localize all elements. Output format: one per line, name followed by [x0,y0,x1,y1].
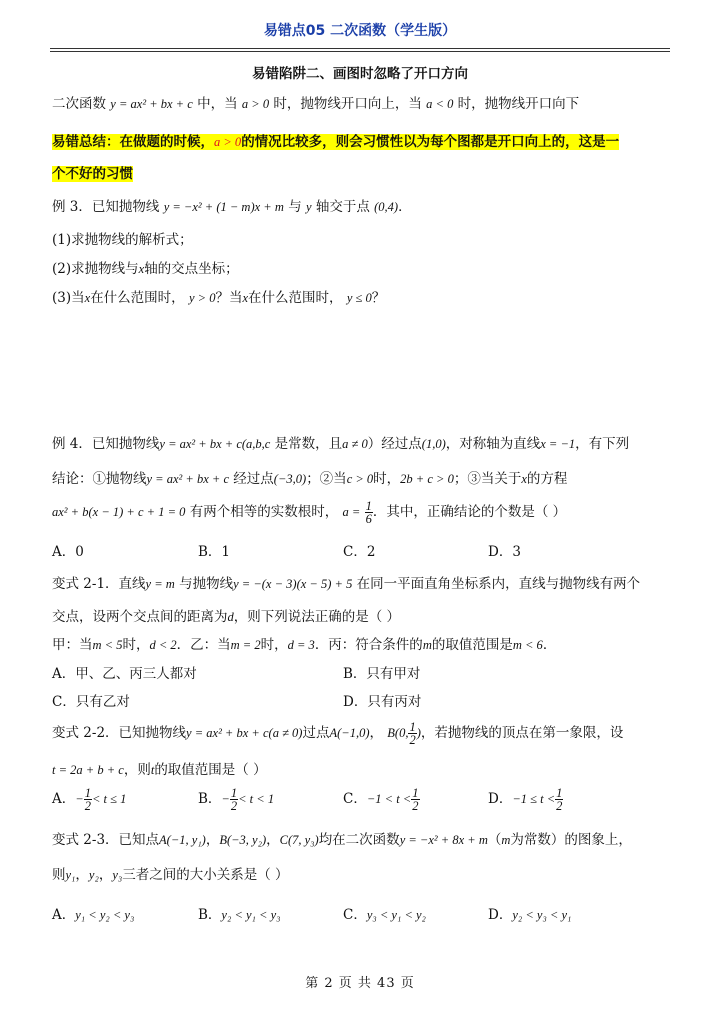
v23-var: m [501,833,511,847]
example-4-line-1 [52,432,629,452]
summary-line-2 [52,162,133,182]
v23-l2-text-3: ， [98,867,113,883]
v21-option-d[interactable]: D．只有丙对 [343,694,422,710]
v23-text-5: （ [487,832,502,848]
v22-option-c-num: 1 [412,786,419,800]
ex4-fraction [365,500,373,525]
ex4-l2-formula-2: (−3,0) [273,472,307,486]
variant-2-2-line-2 [52,758,267,778]
v23-option-c-label: C． [343,907,367,923]
v22-formula-3: B(0, [387,726,409,740]
v21-l2-text-1: 交点，设两个交点间的距离为 [52,609,228,625]
v22-text-4: ，若抛物线的顶点在第一象限，设 [420,725,624,741]
v22-option-a[interactable] [52,787,126,812]
v23-option-a-label: A． [52,907,76,923]
v22-option-a-num: 1 [84,786,91,800]
v22-option-a-label: A． [52,791,76,807]
v22-option-c-fraction [411,787,419,812]
v23-l2-text-4: 三者之间的大小关系是（ ） [122,867,289,883]
v22-option-a-sign: − [75,792,84,806]
v23-text-2: ， [205,832,220,848]
ex4-text-5: ，有下列 [575,436,630,452]
summary-text-2: 的情况比较多，则会习惯性以为每个图都是开口向上的，这是一 [241,134,620,150]
intro-line [52,92,579,112]
summary-condition: a > 0 [214,135,242,149]
header-rule-bottom [50,51,670,52]
variant-2-2-line-1 [52,721,623,746]
intro-text-1: 二次函数 [52,96,106,112]
v21-option-b[interactable]: B．只有甲对 [343,666,421,682]
ex4-text-4: ，对称轴为直线 [445,436,541,452]
v23-text-6: 为常数）的图象上， [510,832,632,848]
v23-text-4: 均在二次函数 [318,832,400,848]
intro-text-3: 时，抛物线开口向上，当 [273,96,422,112]
v21-text-2: 与抛物线 [179,576,234,592]
v23-option-c[interactable] [343,903,426,923]
ex3-q2-text-1: (2)求抛物线与 [52,261,139,277]
ex4-option-a[interactable]: A．0 [52,544,84,560]
intro-text-4: 时，抛物线开口向下 [457,96,580,112]
v23-option-b-label: B． [198,907,222,923]
ex4-option-c[interactable]: C．2 [343,544,376,560]
v21-l3-formula-4: d = 3 [287,638,315,652]
v23-text-3: ， [266,832,280,848]
v23-l2-y3: y₃ [112,868,123,882]
ex4-l3-text-1: 有两个相等的实数根时， [189,504,339,520]
ex3-q3-text-1: (3)当 [52,290,85,306]
v23-option-a-formula: y₁ < y₂ < y₃ [75,908,135,922]
variant-2-3-line-1 [52,828,632,848]
intro-formula-1: y = ax² + bx + c [110,97,193,111]
example-4-line-2 [52,467,567,487]
v22-option-a-den: 2 [84,799,91,813]
ex3-formula-3: (0,4) [374,200,399,214]
ex4-l2-text-3: ；②当 [306,471,347,487]
v22-option-c-label: C． [343,791,367,807]
ex4-l2-text-2: 经过点 [233,471,274,487]
v22-l2-text-1: ，则 [123,762,151,778]
v21-l2-text-2: ，则下列说法正确的是（ ） [233,609,401,625]
v22-fraction [408,721,416,746]
ex4-formula-4: x = −1 [540,437,576,451]
v23-l2-text-1: 则 [52,867,66,883]
v23-l2-y1: y₁ [65,868,76,882]
ex4-formula-1: y = ax² + bx + c(a,b,c [159,437,271,451]
v22-text-3: ， [369,725,383,741]
ex4-l2-formula-4: 2b + c > 0 [400,472,454,486]
v21-l3-text-4: 时， [260,637,288,653]
v22-option-b-den: 2 [230,799,238,813]
v21-l3-text-7: ． [542,637,557,653]
v22-option-d-num: 1 [556,786,563,800]
ex4-l3-formula-1: ax² + b(x − 1) + c + 1 = 0 [52,505,186,519]
ex3-q3-text-2: 在什么范围时， [90,290,185,306]
v22-formula-1: y = ax² + bx + c(a ≠ 0) [186,726,303,740]
intro-formula-2: a > 0 [241,97,270,111]
v22-formula-2: A(−1,0) [329,726,370,740]
ex3-text-3: 轴交于点 [315,199,370,215]
v22-fraction-numerator: 1 [409,720,416,734]
summary-text-3: 个不好的习惯 [52,166,133,182]
document-header-title: 易错点05 二次函数（学生版） [263,23,457,39]
ex4-option-b[interactable]: B．1 [198,544,231,560]
v22-option-a-fraction [84,787,92,812]
v22-option-b[interactable] [198,787,274,812]
v22-option-c-den: 2 [412,799,419,813]
ex3-q3-formula-2: y ≤ 0 [346,291,372,305]
example-3-stem [52,195,412,215]
ex4-formula-3: (1,0) [421,437,446,451]
ex4-l3-text-2: ．其中，正确结论的个数是（ ） [372,504,567,520]
v21-l2-var: d [227,610,234,624]
ex4-l2-formula-3: c > 0 [346,472,374,486]
ex4-l2-text-6: 的方程 [526,471,568,487]
v22-option-b-fraction [230,787,238,812]
ex4-l2-text-1: 结论：①抛物线 [52,471,147,487]
v22-option-d-label: D． [488,791,513,807]
v22-text-1: 变式 2-2．已知抛物线 [52,725,187,741]
example-3-question-3 [52,286,385,306]
v21-l3-text-5: ．丙：符合条件的 [314,637,423,653]
v21-l3-text-1: 甲：当 [52,637,93,653]
v21-l3-formula-3: m = 2 [230,638,261,652]
v23-option-d-formula: y₂ < y₃ < y₁ [512,908,572,922]
ex4-option-d[interactable]: D．3 [488,544,521,560]
ex3-q3-formula-1: y > 0 [188,291,216,305]
ex4-fraction-numerator: 1 [365,499,372,513]
ex3-q3-var-1: x [84,291,91,305]
v23-formula-2: B(−3, y₂) [219,833,267,847]
section-title: 易错陷阱二、画图时忽略了开口方向 [252,66,468,82]
v23-option-d-label: D． [488,907,513,923]
ex4-formula-2: a ≠ 0 [342,437,368,451]
example-3-question-1: (1)求抛物线的解析式； [52,232,193,248]
intro-formula-3: a < 0 [426,97,454,111]
ex4-l3-formula-2: a = [342,505,361,519]
v22-fraction-denominator: 2 [409,733,416,747]
v22-option-b-sign: − [221,792,230,806]
v23-option-d[interactable] [488,903,571,923]
ex4-l2-var: x [521,472,527,486]
v22-option-d-formula: −1 ≤ t < [512,792,556,806]
ex4-text-3: ）经过点 [367,436,422,452]
v23-formula-3: C(7, y₃) [279,833,319,847]
v21-text-3: 在同一平面直角坐标系内，直线与抛物线有两个 [356,576,641,592]
v21-l3-text-2: 时， [122,637,150,653]
v22-option-d-den: 2 [556,799,563,813]
v21-l3-formula-5: m < 6 [512,638,543,652]
v21-text-1: 变式 2-1．直线 [52,576,146,592]
v22-l2-var: t [150,763,155,777]
ex3-text-2: 与 [288,199,302,215]
page-footer: 第 2 页 共 43 页 [305,976,415,991]
v23-text-1: 变式 2-3．已知点 [52,832,160,848]
v23-option-c-formula: y₃ < y₁ < y₂ [366,908,426,922]
v21-option-c[interactable]: C．只有乙对 [52,694,130,710]
ex4-text-1: 例 4．已知抛物线 [52,436,160,452]
header-rule-top [50,48,670,49]
example-4-line-3 [52,500,566,525]
variant-2-1-line-2 [52,605,400,625]
v22-option-d[interactable] [488,787,563,812]
v22-option-b-label: B． [198,791,222,807]
example-3-question-2 [52,257,239,277]
ex3-q3-var-2: x [242,291,249,305]
v23-option-b-formula: y₂ < y₁ < y₃ [221,908,281,922]
v22-option-c-formula: −1 < t < [366,792,412,806]
v22-option-d-fraction [555,787,563,812]
v21-formula-2: y = −(x − 3)(x − 5) + 5 [233,577,353,591]
summary-text-1: 易错总结：在做题的时候， [52,134,214,150]
v23-l2-text-2: ， [75,867,89,883]
variant-2-3-line-2 [52,863,289,883]
v22-option-a-rest: < t ≤ 1 [91,792,127,806]
ex3-formula-2: y [305,200,312,214]
v23-l2-y2: y₂ [88,868,99,882]
v21-l3-formula-2: d < 2 [149,638,177,652]
v22-option-b-rest: < t < 1 [238,792,275,806]
v21-l3-text-6: 的取值范围是 [431,637,513,653]
ex3-q3-text-5: ？ [371,290,386,306]
v21-l3-text-3: ．乙：当 [176,637,231,653]
v21-option-a[interactable]: A．甲、乙、丙三人都对 [52,666,197,682]
v22-option-b-num: 1 [230,786,238,800]
ex4-text-2: 是常数，且 [274,436,343,452]
v21-formula-1: y = m [145,577,175,591]
v23-formula-1: A(−1, y₁) [159,833,206,847]
ex4-fraction-denominator: 6 [365,512,372,526]
v23-option-b[interactable] [198,903,280,923]
ex3-formula-1: y = −x² + (1 − m)x + m [163,200,284,214]
v22-text-2: 过点 [302,725,330,741]
v23-option-a[interactable] [52,903,134,923]
ex3-text-1: 例 3．已知抛物线 [52,199,160,215]
v22-l2-formula: t = 2a + b + c [52,763,124,777]
ex4-l2-text-4: 时， [373,471,401,487]
ex3-text-4: ． [398,199,412,215]
variant-2-1-line-1 [52,572,640,592]
ex4-l2-text-5: ；③当关于 [453,471,522,487]
intro-text-2: 中，当 [197,96,238,112]
ex4-l2-formula-1: y = ax² + bx + c [146,472,229,486]
v22-l2-text-2: 的取值范围是（ ） [154,762,267,778]
v22-formula-4: ) [416,726,421,740]
v22-option-c[interactable] [343,787,420,812]
v23-formula-4: y = −x² + 8x + m [399,833,488,847]
variant-2-1-line-3 [52,633,556,653]
ex3-q3-text-4: 在什么范围时， [248,290,343,306]
ex3-q3-text-3: ？当 [215,290,243,306]
ex3-q2-text-2: 轴的交点坐标； [144,261,239,277]
summary-line-1 [52,130,619,150]
v21-l3-var: m [422,638,432,652]
ex3-q2-var: x [138,262,145,276]
v21-l3-formula-1: m < 5 [92,638,123,652]
